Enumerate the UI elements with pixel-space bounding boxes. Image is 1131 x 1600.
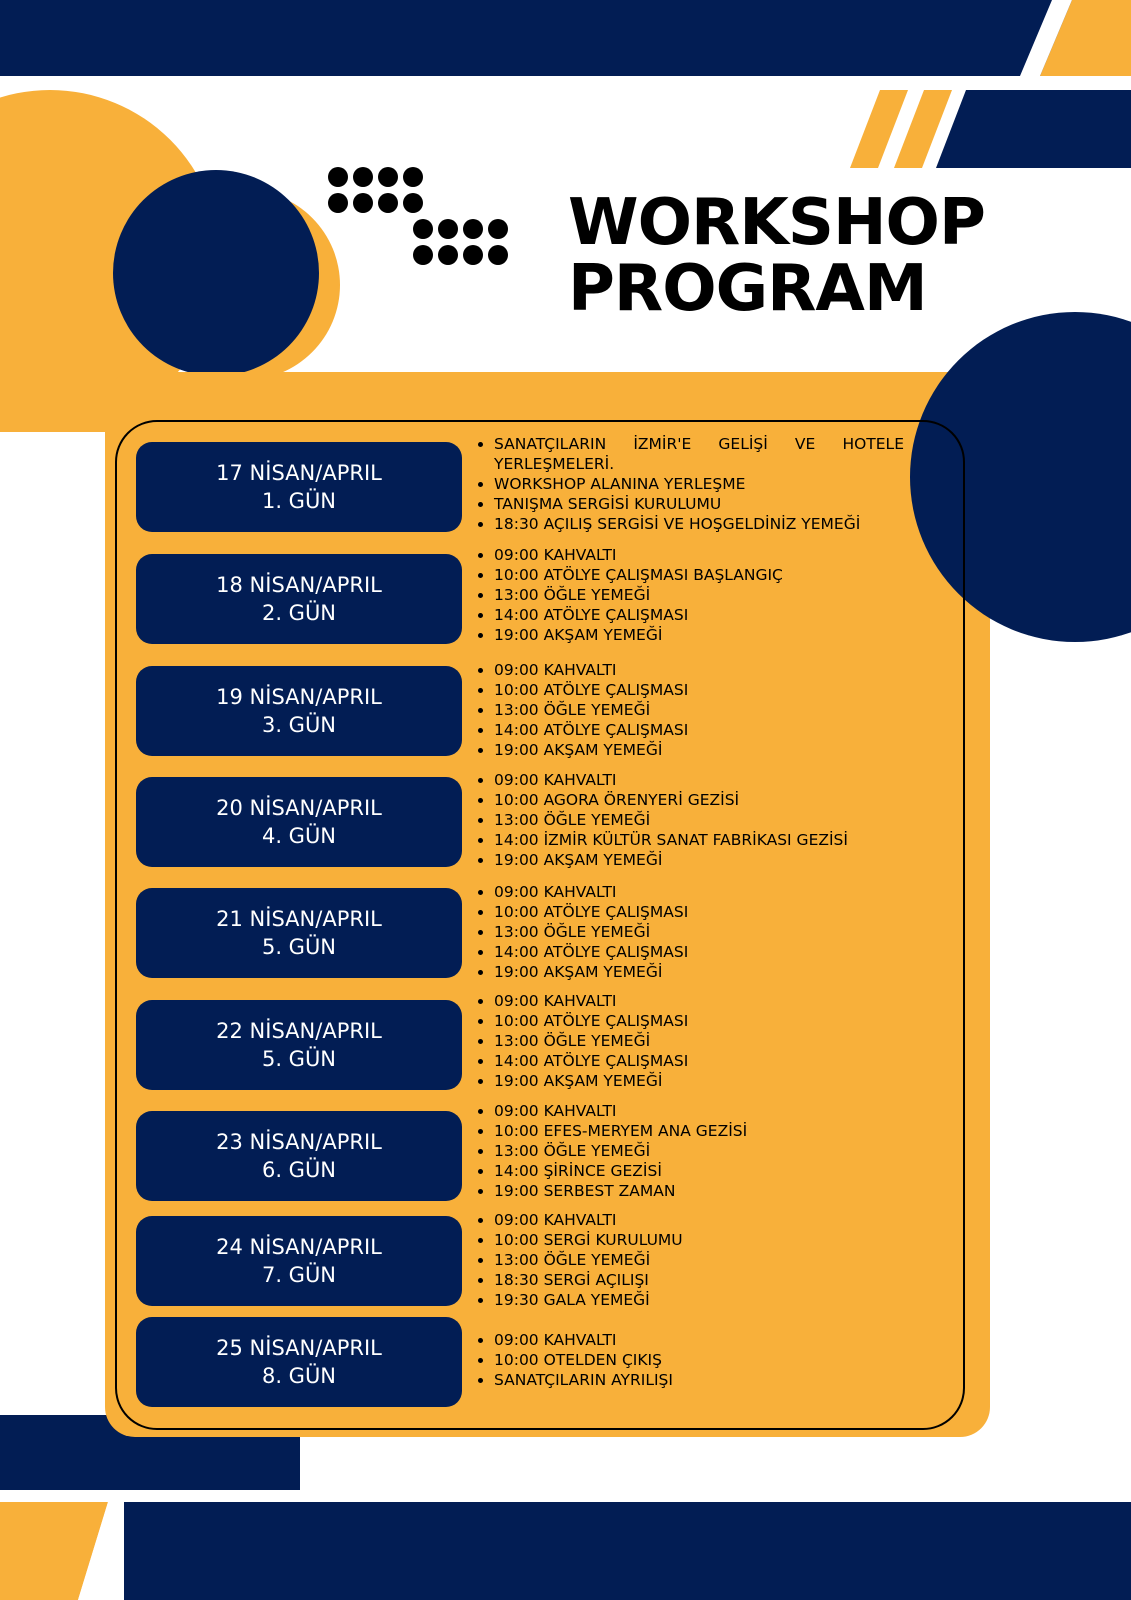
day-label-box xyxy=(136,666,462,756)
day-number: 4. GÜN xyxy=(261,824,337,848)
activity-item: • 14:00 ATÖLYE ÇALIŞMASI xyxy=(494,942,904,962)
activity-list xyxy=(472,991,904,1091)
activity-item: • 10:00 ATÖLYE ÇALIŞMASI xyxy=(494,680,904,700)
day-number: 7. GÜN xyxy=(261,1263,337,1287)
activity-item: • 18:30 SERGİ AÇILIŞI xyxy=(494,1270,904,1290)
day-date: 18 NİSAN/APRIL xyxy=(216,573,382,597)
activity-item: • 09:00 KAHVALTI xyxy=(494,1210,904,1230)
activity-item: • 09:00 KAHVALTI xyxy=(494,770,904,790)
day-date: 19 NİSAN/APRIL xyxy=(216,685,382,709)
title-line-2: PROGRAM xyxy=(568,252,927,326)
activity-item: • 10:00 AGORA ÖRENYERİ GEZİSİ xyxy=(494,790,904,810)
activity-item: • 10:00 ATÖLYE ÇALIŞMASI BAŞLANGIÇ xyxy=(494,565,904,585)
activity-item: • 10:00 EFES-MERYEM ANA GEZİSİ xyxy=(494,1121,904,1141)
activity-item: • 13:00 ÖĞLE YEMEĞİ xyxy=(494,922,904,942)
day-number: 2. GÜN xyxy=(261,601,337,625)
activity-item: • 18:30 AÇILIŞ SERGİSİ VE HOŞGELDİNİZ YEMEĞİ xyxy=(494,514,904,534)
activity-item: • 09:00 KAHVALTI xyxy=(494,1330,904,1350)
activity-list xyxy=(472,770,904,870)
day-label-box xyxy=(136,554,462,644)
activity-item: • 09:00 KAHVALTI xyxy=(494,882,904,902)
day-number: 5. GÜN xyxy=(261,1047,337,1071)
bottom-footer-band xyxy=(124,1502,1131,1600)
day-date: 21 NİSAN/APRIL xyxy=(216,907,382,931)
activity-item: • 10:00 ATÖLYE ÇALIŞMASI xyxy=(494,1011,904,1031)
title-line-1: WORKSHOP xyxy=(568,186,985,260)
activity-item: • 19:00 AKŞAM YEMEĞİ xyxy=(494,962,904,982)
activity-item: • 19:00 AKŞAM YEMEĞİ xyxy=(494,740,904,760)
activity-item: • 19:00 AKŞAM YEMEĞİ xyxy=(494,625,904,645)
day-date: 20 NİSAN/APRIL xyxy=(216,796,382,820)
activity-item: • 14:00 İZMİR KÜLTÜR SANAT FABRİKASI GEZİSİ xyxy=(494,830,904,850)
day-number: 5. GÜN xyxy=(261,935,337,959)
activity-item: • 19:00 AKŞAM YEMEĞİ xyxy=(494,1071,904,1091)
activity-list xyxy=(472,1330,904,1390)
activity-item: • 13:00 ÖĞLE YEMEĞİ xyxy=(494,810,904,830)
header-navy-stripe xyxy=(936,90,1131,168)
activity-item: • SANATÇILARIN İZMİR'E GELİŞİ VE HOTELE YERLEŞMELERİ. xyxy=(494,434,904,474)
day-date: 23 NİSAN/APRIL xyxy=(216,1130,382,1154)
activity-item: • 13:00 ÖĞLE YEMEĞİ xyxy=(494,585,904,605)
activity-list xyxy=(472,1210,904,1310)
activity-item: • 10:00 ATÖLYE ÇALIŞMASI xyxy=(494,902,904,922)
page-title xyxy=(568,186,985,326)
activity-item: • 10:00 SERGİ KURULUMU xyxy=(494,1230,904,1250)
activity-list xyxy=(472,545,904,645)
navy-circle-left xyxy=(113,170,319,376)
activity-item: • 19:30 GALA YEMEĞİ xyxy=(494,1290,904,1310)
activity-item: • 13:00 ÖĞLE YEMEĞİ xyxy=(494,700,904,720)
day-label-box xyxy=(136,1317,462,1407)
activity-item: • 13:00 ÖĞLE YEMEĞİ xyxy=(494,1250,904,1270)
day-label-box xyxy=(136,777,462,867)
day-date: 25 NİSAN/APRIL xyxy=(216,1336,382,1360)
activity-list xyxy=(472,434,904,534)
day-date: 17 NİSAN/APRIL xyxy=(216,461,382,485)
activity-item: • 19:00 AKŞAM YEMEĞİ xyxy=(494,850,904,870)
day-label-box xyxy=(136,1216,462,1306)
day-date: 24 NİSAN/APRIL xyxy=(216,1235,382,1259)
day-label-box xyxy=(136,442,462,532)
dot-grid-logo xyxy=(328,167,518,271)
day-label-box xyxy=(136,888,462,978)
day-number: 6. GÜN xyxy=(261,1158,337,1182)
activity-item: • 14:00 ATÖLYE ÇALIŞMASI xyxy=(494,605,904,625)
activity-item: • 19:00 SERBEST ZAMAN xyxy=(494,1181,904,1201)
activity-item: • 14:00 ŞİRİNCE GEZİSİ xyxy=(494,1161,904,1181)
activity-item: • TANIŞMA SERGİSİ KURULUMU xyxy=(494,494,904,514)
activity-item: • 13:00 ÖĞLE YEMEĞİ xyxy=(494,1141,904,1161)
activity-item: • 09:00 KAHVALTI xyxy=(494,1101,904,1121)
activity-list xyxy=(472,882,904,982)
activity-item: • WORKSHOP ALANINA YERLEŞME xyxy=(494,474,904,494)
day-number: 1. GÜN xyxy=(261,489,337,513)
day-number: 3. GÜN xyxy=(261,713,337,737)
day-label-box xyxy=(136,1111,462,1201)
activity-list xyxy=(472,660,904,760)
activity-list xyxy=(472,1101,904,1201)
day-number: 8. GÜN xyxy=(261,1364,337,1388)
activity-item: • 09:00 KAHVALTI xyxy=(494,660,904,680)
activity-item: • 09:00 KAHVALTI xyxy=(494,991,904,1011)
activity-item: • SANATÇILARIN AYRILIŞI xyxy=(494,1370,904,1390)
day-date: 22 NİSAN/APRIL xyxy=(216,1019,382,1043)
activity-item: • 13:00 ÖĞLE YEMEĞİ xyxy=(494,1031,904,1051)
activity-item: • 14:00 ATÖLYE ÇALIŞMASI xyxy=(494,1051,904,1071)
activity-item: • 14:00 ATÖLYE ÇALIŞMASI xyxy=(494,720,904,740)
activity-item: • 10:00 OTELDEN ÇIKIŞ xyxy=(494,1350,904,1370)
activity-item: • 09:00 KAHVALTI xyxy=(494,545,904,565)
day-label-box xyxy=(136,1000,462,1090)
